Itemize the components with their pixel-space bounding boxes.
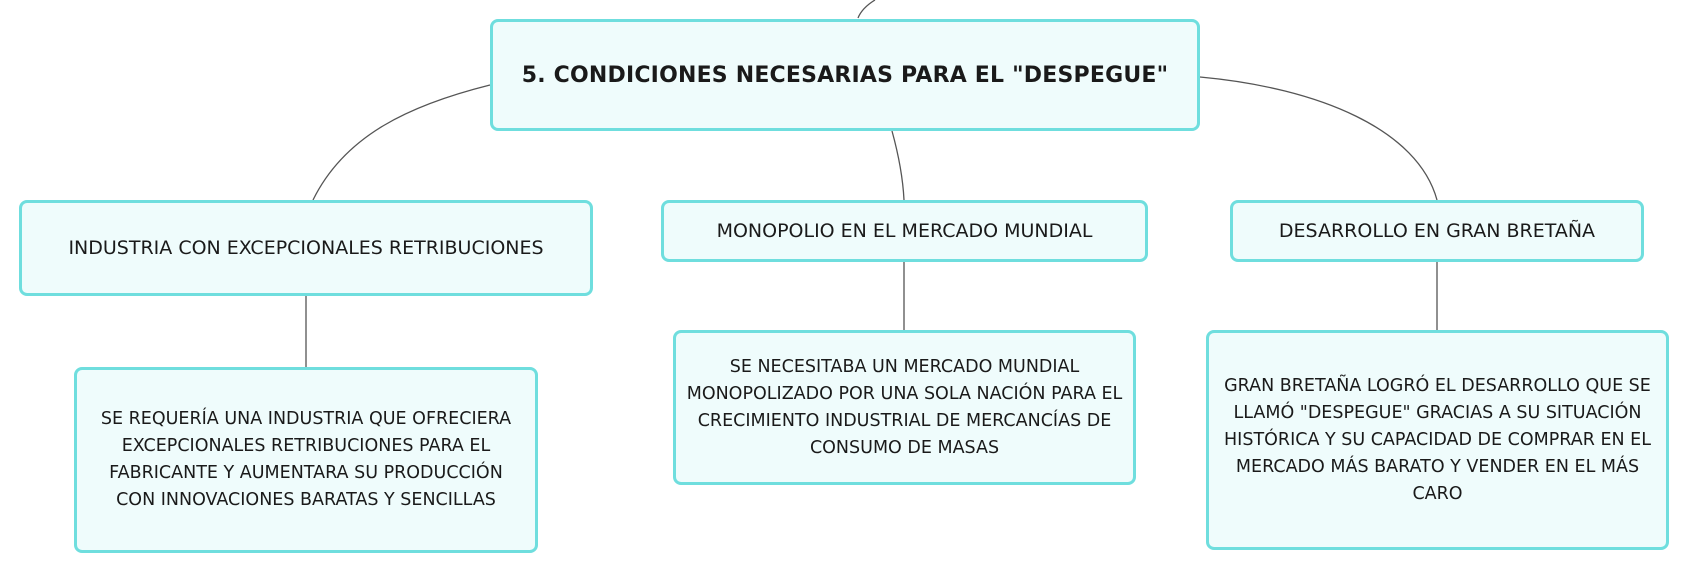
detail-topic-text: SE NECESITABA UN MERCADO MUNDIAL MONOPOLIZADO POR UNA SOLA NACIÓN PARA EL CRECIMIENTO INDUSTRIAL DE MERCANCÍAS DE CONSUMO DE MASAS — [686, 356, 1123, 458]
detail-topic-text: SE REQUERÍA UNA INDUSTRIA QUE OFRECIERA EXCEPCIONALES RETRIBUCIONES PARA EL FABRICANTE Y AUMENTARA SU PRODUCCIÓN CON INNOVACIONES BARATAS Y SENCILLAS — [100, 409, 512, 510]
branch-topic-monopolio[interactable] — [661, 200, 1148, 262]
branch-topic-label: DESARROLLO EN GRAN BRETAÑA — [1278, 220, 1596, 242]
connector-root-to-branch-1 — [313, 85, 490, 200]
detail-topic-text: GRAN BRETAÑA LOGRÓ EL DESARROLLO QUE SE LLAMÓ "DESPEGUE" GRACIAS A SU SITUACIÓN HISTÓRICA Y SU CAPACIDAD DE COMPRAR EN EL MERCADO MÁS BARATO Y VENDER EN EL MÁS CARO — [1224, 375, 1651, 504]
detail-topic-monopolio[interactable] — [673, 330, 1136, 485]
connector-root-to-branch-3 — [1200, 77, 1437, 200]
connector-root-to-branch-2 — [892, 131, 904, 200]
root-topic-label: 5. CONDICIONES NECESARIAS PARA EL "DESPEGUE" — [521, 62, 1169, 88]
branch-topic-label: MONOPOLIO EN EL MERCADO MUNDIAL — [716, 220, 1093, 242]
connector-parent-to-root — [858, 0, 875, 18]
branch-topic-industria[interactable] — [19, 200, 593, 296]
branch-topic-label: INDUSTRIA CON EXCEPCIONALES RETRIBUCIONES — [68, 237, 544, 259]
detail-topic-desarrollo[interactable] — [1206, 330, 1669, 550]
root-topic[interactable] — [490, 19, 1200, 131]
branch-topic-desarrollo[interactable] — [1230, 200, 1644, 262]
detail-topic-industria[interactable] — [74, 367, 538, 553]
